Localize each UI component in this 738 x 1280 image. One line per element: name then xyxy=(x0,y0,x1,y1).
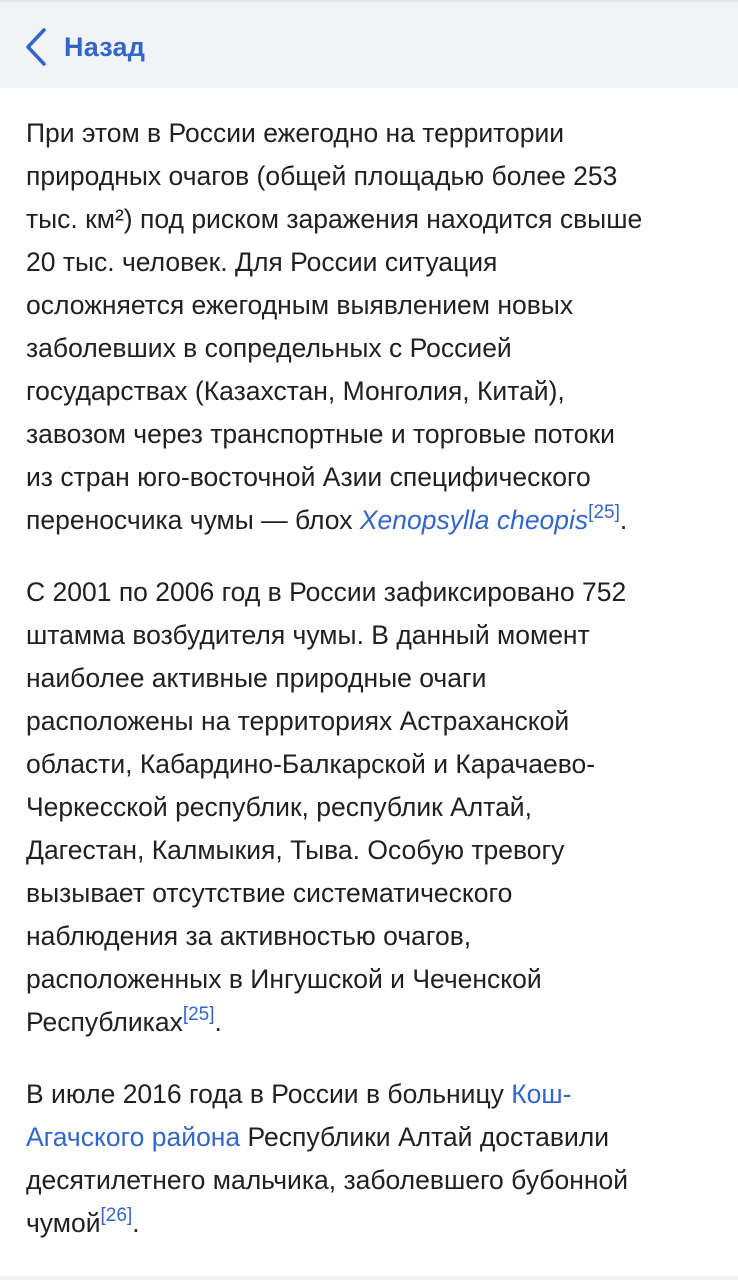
text-line: расположенных в Ингушской и Чеченской xyxy=(26,964,542,994)
text-line: осложняется ежегодным выявлением новых xyxy=(26,290,574,320)
text-line: 20 тыс. человек. Для России ситуация xyxy=(26,247,498,277)
text-line: штамма возбудителя чумы. В данный момент xyxy=(26,620,590,650)
xenopsylla-link[interactable]: Xenopsylla cheopis xyxy=(359,505,589,535)
text-line: завозом через транспортные и торговые потоки xyxy=(26,419,615,449)
paragraph-1 xyxy=(26,112,720,542)
text-line: Республики Алтай доставили xyxy=(240,1122,610,1152)
text-suffix: . xyxy=(619,505,628,535)
text-suffix: . xyxy=(132,1208,140,1238)
article-content xyxy=(26,112,720,1274)
text-line: из стран юго-восточной Азии специфического xyxy=(26,462,591,492)
text-line: переносчика чумы — блох xyxy=(26,505,360,535)
kosh-agach-link-part2[interactable]: Агачского района xyxy=(26,1122,241,1152)
text-line: Черкесской республик, республик Алтай, xyxy=(26,792,532,822)
chevron-left-icon xyxy=(22,27,50,67)
text-line: наблюдения за активностью очагов, xyxy=(26,921,472,951)
text-line: области, Кабардино-Балкарской и Карачаево- xyxy=(26,749,596,779)
text-line: заболевших в сопредельных с Россией xyxy=(26,333,512,363)
text-line: С 2001 по 2006 год в России зафиксировано 752 xyxy=(26,577,627,607)
text-line: наиболее активные природные очаги xyxy=(26,663,487,693)
paragraph-3 xyxy=(26,1073,720,1245)
kosh-agach-link-part1[interactable]: Кош- xyxy=(511,1079,572,1109)
bottom-divider xyxy=(0,1276,738,1280)
reference-26[interactable]: [26] xyxy=(100,1205,133,1226)
text-line: расположены на территориях Астраханской xyxy=(26,706,570,736)
back-button[interactable] xyxy=(22,24,145,70)
text-line: чумой xyxy=(26,1208,101,1238)
reference-25[interactable]: [25] xyxy=(588,502,620,523)
reference-25[interactable]: [25] xyxy=(182,1004,215,1025)
text-line: При этом в России ежегодно на территории xyxy=(26,118,565,148)
text-line: государствах (Казахстан, Монголия, Китай), xyxy=(26,376,565,406)
paragraph-2 xyxy=(26,571,720,1044)
text-suffix: . xyxy=(214,1007,222,1037)
back-label: Назад xyxy=(64,31,146,62)
text-line: В июле 2016 года в России в больницу xyxy=(26,1079,512,1109)
text-line: вызывает отсутствие систематического xyxy=(26,878,513,908)
top-bar xyxy=(0,0,738,88)
text-line: природных очагов (общей площадью более 253 xyxy=(26,161,618,191)
text-line: Республиках xyxy=(26,1007,183,1037)
text-line: тыс. км²) под риском заражения находится свыше xyxy=(26,204,643,234)
text-line: десятилетнего мальчика, заболевшего бубонной xyxy=(26,1165,629,1195)
text-line: Дагестан, Калмыкия, Тыва. Особую тревогу xyxy=(26,835,565,865)
